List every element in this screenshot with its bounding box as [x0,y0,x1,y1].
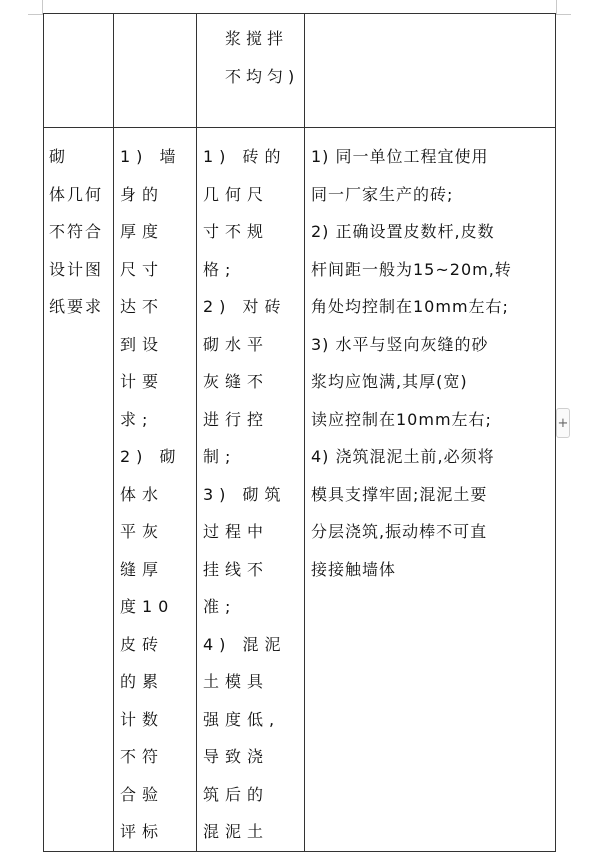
top-cell-cause-text: 浆搅拌 不均匀) [225,29,300,86]
table-row-masonry-geometry [44,128,556,852]
top-cell-cause [197,14,305,128]
cell-symptoms [114,128,197,852]
measures-text: 1) 同一单位工程宜使用 同一厂家生产的砖; 2) 正确设置皮数杆,皮数 杆间距一般为15~20m,转 角处均控制在10mm左右; 3) 水平与竖向灰缝的砂 浆均应饱满,其厚(宽) 读应控制在10mm左右; 4) 浇筑混泥土前,必须将 模具支撑牢固;混泥土要 分层浇筑,振动棒不可直 接接触墙体 [311,147,512,579]
issue-name-text: 砌 体几何 不符合 设计图 纸要求 [49,147,104,316]
quality-issue-table [43,13,556,852]
cell-issue-name [44,128,114,852]
page-corner-guide-left [28,0,43,15]
expand-icon[interactable]: + [556,408,570,438]
table-row-continued [44,14,556,128]
cell-measures [305,128,556,852]
symptoms-text: 1) 墙 身的 厚度 尺寸 达不 到设 计要 求; 2) 砌 体水 平灰 缝厚 度10 皮砖 的累 计数 不符 合验 评标 [120,147,182,841]
page-corner-guide-right [556,0,571,15]
top-cell-symptom [114,14,197,128]
causes-text: 1) 砖的 几何尺 寸不规 格; 2) 对砖 砌水平 灰缝不 进行控 制; 3) 砌筑 过程中 挂线不 准; 4) 混泥 土模具 强度低, 导致浇 筑后的 混泥土 [203,147,287,841]
cell-causes [197,128,305,852]
top-cell-issue [44,14,114,128]
top-cell-measure [305,14,556,128]
